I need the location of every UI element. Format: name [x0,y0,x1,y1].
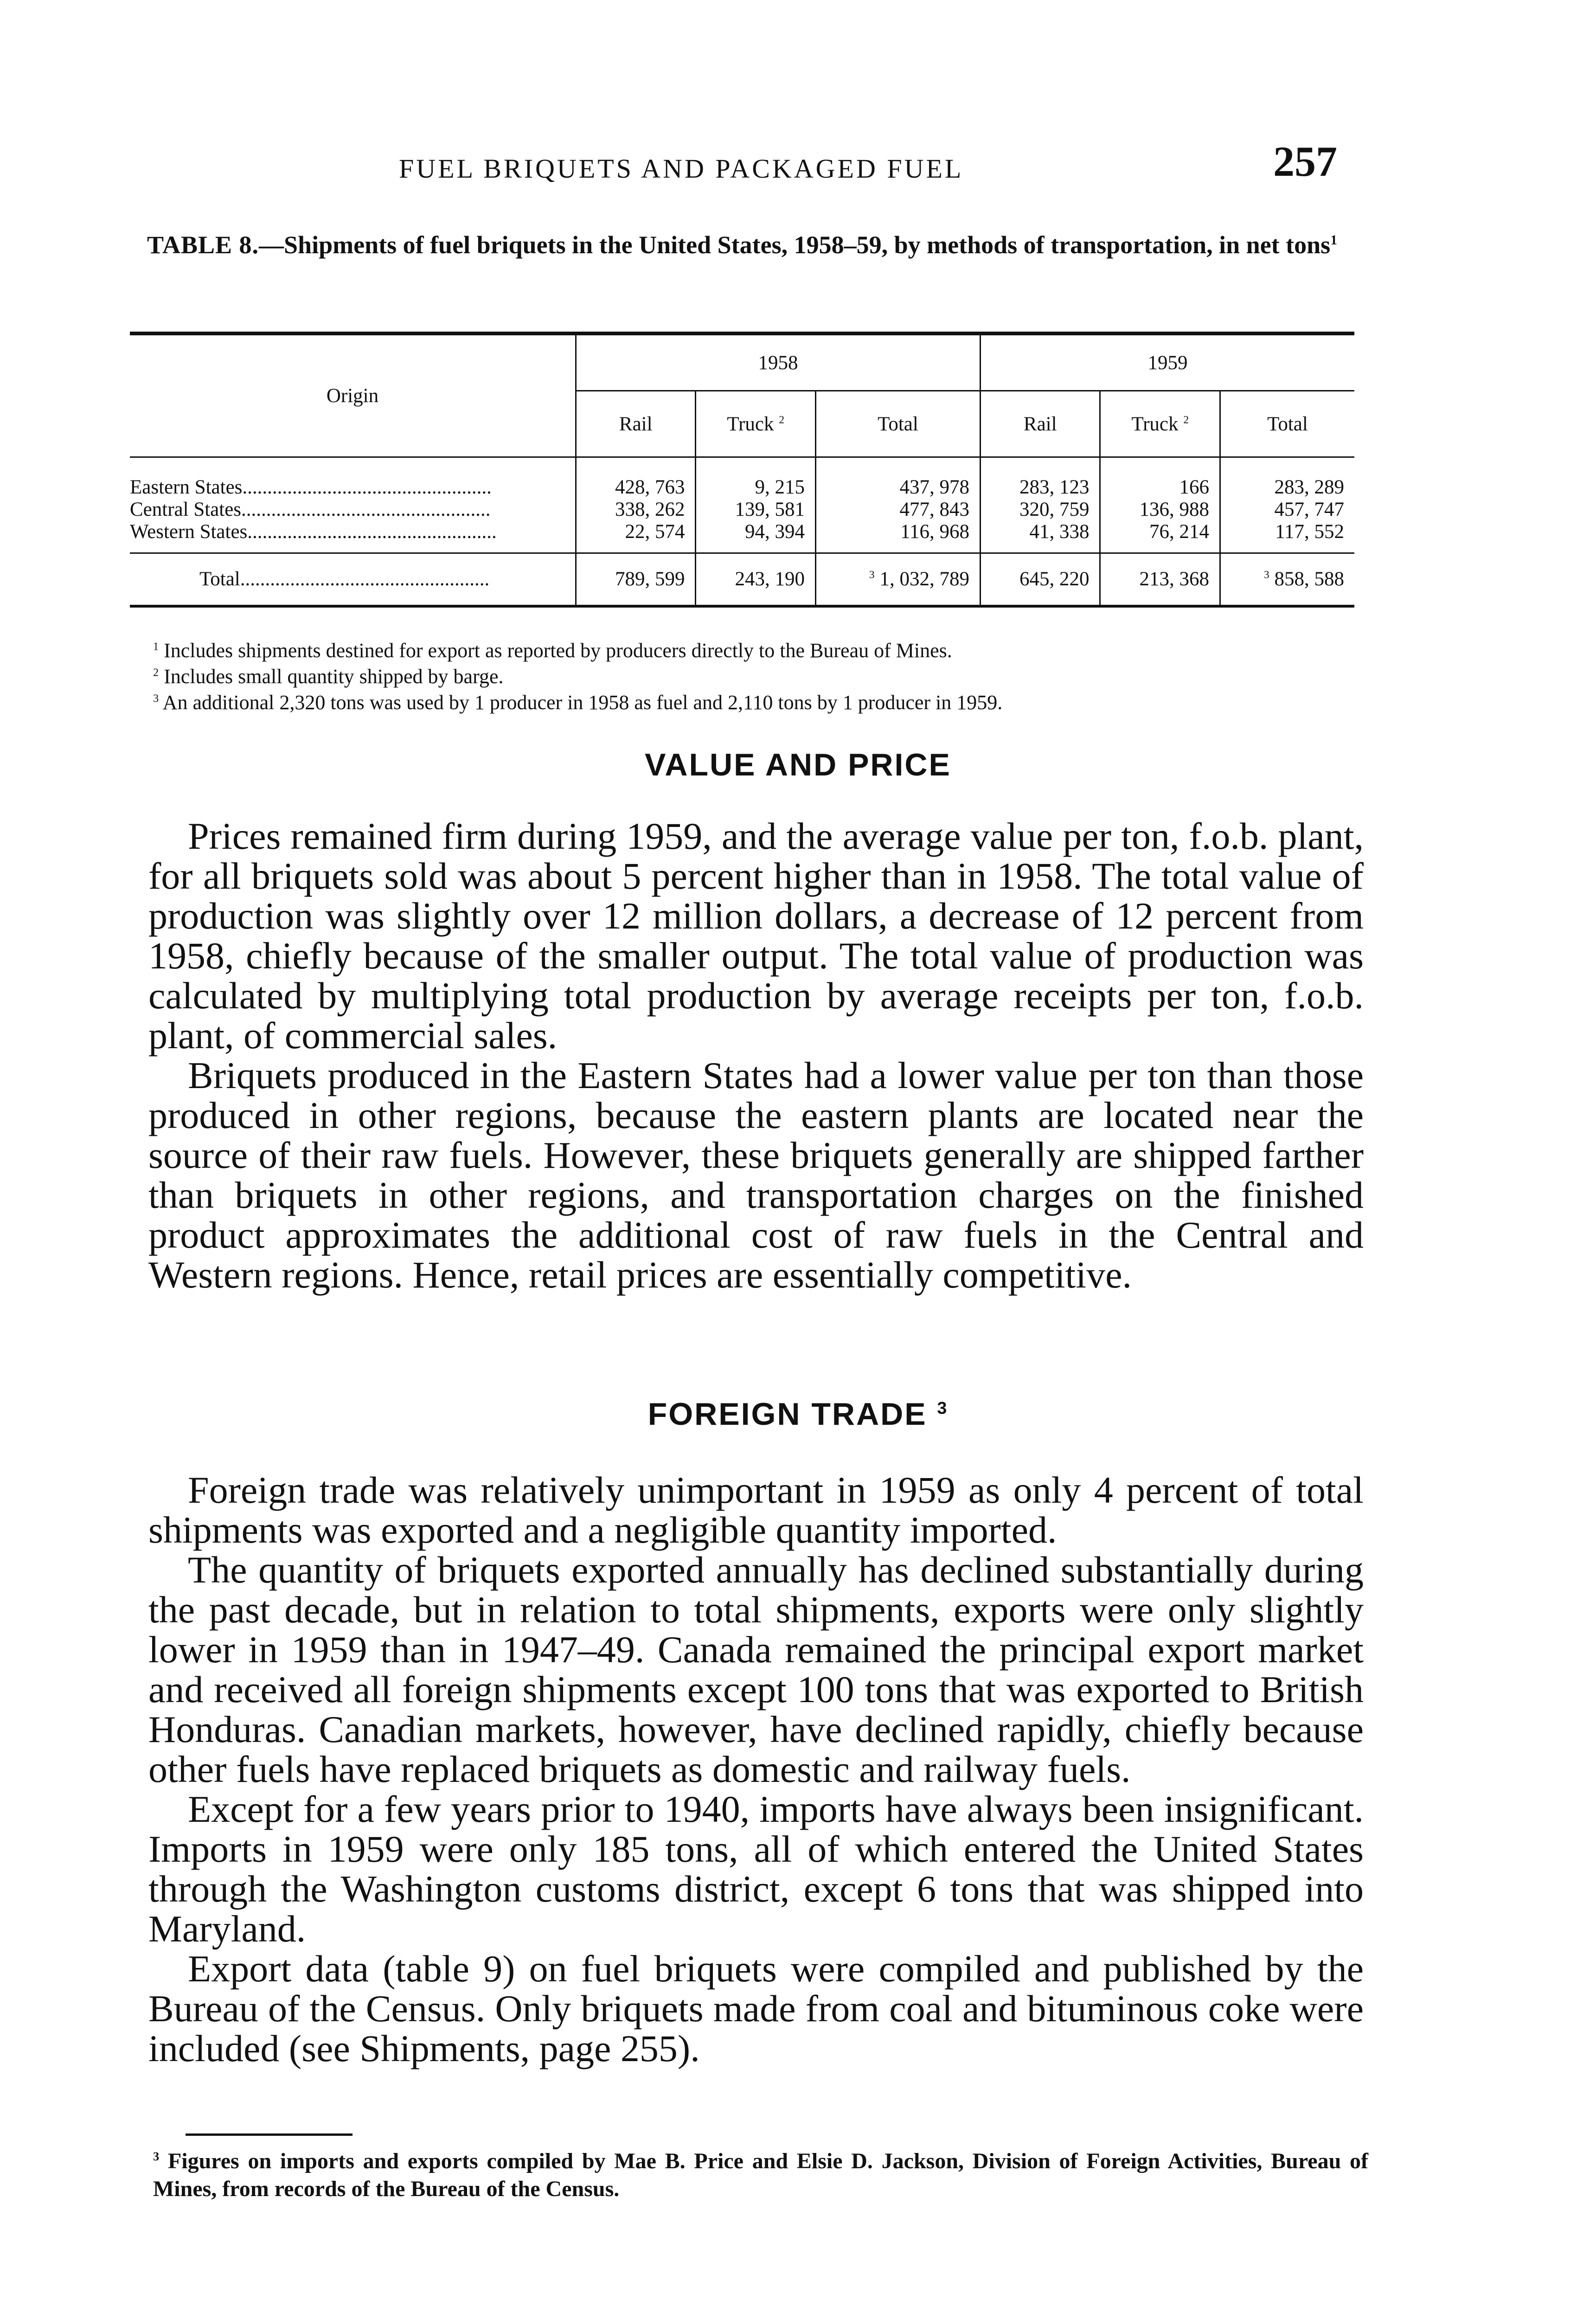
paragraph: Except for a few years prior to 1940, imports have always been insignificant. Imports in 1959 were only 185 tons, all of which entered the United States through the Washington customs district, except 6 tons that was shipped into Maryland. [148,1788,1364,1950]
shipments-table [130,332,1354,608]
total-label: Total.................................................. [199,568,490,590]
truck-1958-cells: 9, 215 139, 581 94, 394 [696,457,815,553]
rail-1958-cells: 428, 763 338, 262 22, 574 [576,457,696,553]
table-cell: 645, 220 [981,553,1100,607]
rail-1959-cells: 283, 123 320, 759 41, 338 [981,457,1100,553]
table-caption [130,227,1354,263]
table-cell: 789, 599 [576,553,696,607]
table-cell: $^3$ 1, 032, 789 [815,553,980,607]
total-1959-cells: 283, 289 457, 747 117, 552 [1274,476,1344,543]
origin-column [130,457,576,553]
column-header: Total [815,391,980,457]
paragraph: The quantity of briquets exported annually has declined substantially during the past decade, but in relation to total shipments, exports were only slightly lower in 1959 than in 1947–49. Canada remained the principal export market and received all foreign shipments except 100 tons that was exported to British Honduras. Canadian markets, however, have declined rapidly, chiefly because other fuels have replaced briquets as domestic and railway fuels. [148,1549,1364,1790]
table-footnotes [153,638,1359,716]
table-footnote: $^2$ Includes small quantity shipped by barge. [153,665,504,688]
table-row-origin: Western States.................................................. [130,521,497,543]
table-caption-text: —Shipments of fuel briquets in the United States, 1958–59, by methods of transportation, in net tons [259,231,1331,259]
column-header: Truck $^2$ [1100,391,1220,457]
table-row-origin: Eastern States.................................................. [130,476,492,498]
total-row [130,553,1354,607]
running-title: FUEL BRIQUETS AND PACKAGED FUEL [399,154,964,184]
paragraph: Briquets produced in the Eastern States had a lower value per ton than those produced in other regions, because the eastern plants are located near the source of their raw fuels. However, these briquets generally are shipped farther than briquets in other regions, and transportation charges on the finished product approximates the additional cost of raw fuels in the Central and Western regions. Hence, retail prices are essentially competitive. [148,1054,1364,1296]
page-number: 257 [1273,138,1337,185]
column-header: Truck $^2$ [696,391,815,457]
truck-1959-cells: 166 136, 988 76, 214 [1100,457,1220,553]
table-caption-note: 1 [1330,233,1338,248]
section-heading-value-and-price: VALUE AND PRICE [645,747,951,782]
paragraph: Export data (table 9) on fuel briquets were compiled and published by the Bureau of the Census. Only briquets made from coal and bituminous coke were included (see Shipments, page 255). [148,1947,1364,2069]
section-heading-foreign-trade: FOREIGN TRADE $^3$ [647,1397,949,1432]
table-cell: $^3$ 858, 588 [1220,553,1354,607]
footnote-rule [186,2133,353,2136]
year-header-1959: 1959 [981,333,1355,391]
total-1958-cells: 437, 978 477, 843 116, 968 [815,457,980,553]
column-header: Total [1220,391,1354,457]
table-row-origin: Central States.................................................. [130,499,491,520]
year-header-1958: 1958 [576,333,981,391]
paragraph: Foreign trade was relatively unimportant in 1959 as only 4 percent of total shipments was exported and a negligible quantity imported. [148,1469,1364,1551]
table-footnote: $^3$ An additional 2,320 tons was used by 1 producer in 1958 as fuel and 2,110 tons by 1 producer in 1959. [153,691,1003,714]
table-label: TABLE 8. [147,231,259,259]
column-header: Rail [576,391,696,457]
table-footnote: $^1$ Includes shipments destined for export as reported by producers directly to the Bureau of Mines. [153,639,952,662]
paragraph: Prices remained firm during 1959, and the average value per ton, f.o.b. plant, for all briquets sold was about 5 percent higher than in 1958. The total value of production was slightly over 12 million dollars, a decrease of 12 percent from 1958, chiefly because of the smaller output. The total value of production was calculated by multiplying total production by average receipts per ton, f.o.b. plant, of commercial sales. [148,815,1364,1057]
origin-header: Origin [130,333,576,457]
table-cell: 213, 368 [1100,553,1220,607]
page-footnote: $^3$ Figures on imports and exports compiled by Mae B. Price and Elsie D. Jackson, Division of Foreign Activities, Bureau of Mines, from records of the Bureau of the Census. [153,2149,1369,2201]
table-cell: 243, 190 [696,553,815,607]
column-header: Rail [981,391,1100,457]
value-and-price-body [148,816,1364,1295]
foreign-trade-body [148,1470,1364,2069]
